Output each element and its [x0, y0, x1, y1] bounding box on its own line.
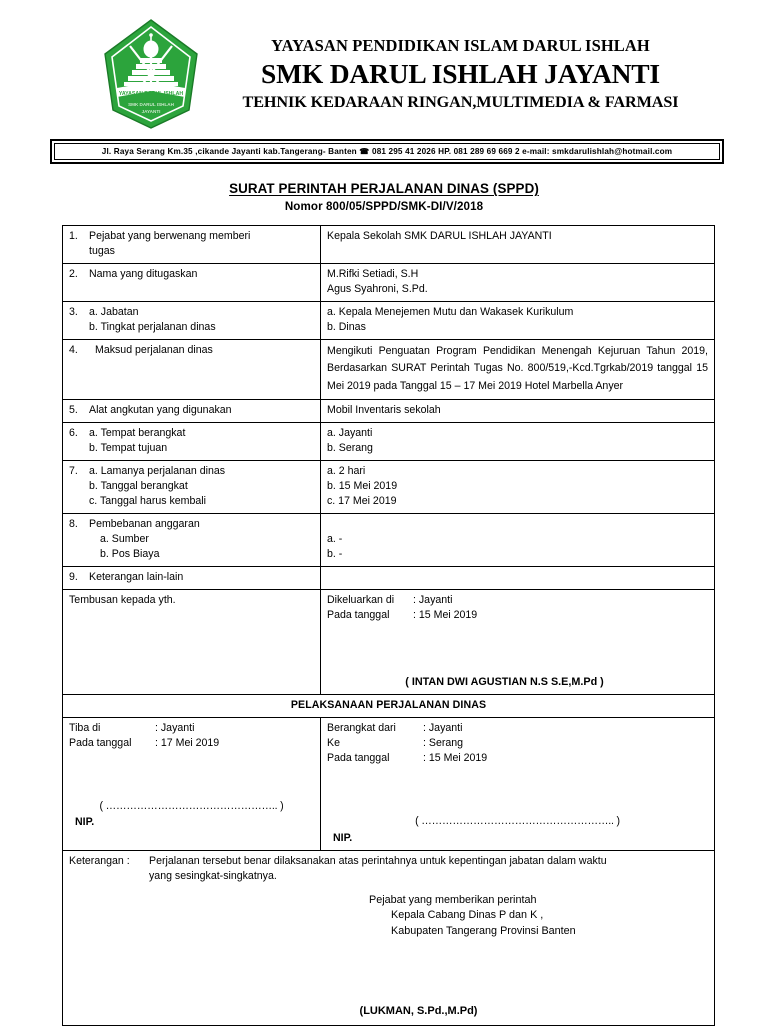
departure-nip-label: NIP.: [333, 831, 353, 844]
issued-date-key: Pada tanggal: [327, 609, 390, 621]
row8-label: Pembebanan anggaran: [89, 517, 200, 530]
departure-signature-dots: ( ……………………………………………….. ): [415, 815, 620, 828]
row3-label-a: a. Jabatan: [89, 306, 139, 319]
arrival-signature-dots: ( ………………………………………….. ): [99, 800, 284, 813]
row7-value-cell: [321, 460, 715, 513]
row9-value-cell: [321, 566, 715, 589]
letterhead: [0, 0, 768, 132]
row7-value-c: c. 17 Mei 2019: [327, 494, 397, 507]
row8-value-spacer: [327, 517, 708, 532]
row1-label-line2: tugas: [89, 245, 115, 258]
destination-key: Ke: [327, 737, 340, 750]
row2-value-cell: [321, 264, 715, 302]
svg-text:YAYASAN DARUL ISHLAH: YAYASAN DARUL ISHLAH: [118, 91, 184, 97]
row4-label-cell: [63, 340, 321, 399]
row6-value-b: b. Serang: [327, 441, 373, 454]
row9-label-cell: [63, 566, 321, 589]
arrival-nip-label: NIP.: [75, 816, 95, 829]
depart-date-value: : 15 Mei 2019: [423, 752, 488, 765]
row6-label-b: b. Tempat tujuan: [89, 441, 168, 454]
row3-label-b: b. Tingkat perjalanan dinas: [89, 321, 216, 334]
svg-text:JAYANTI: JAYANTI: [141, 109, 161, 114]
arrive-place-key: Tiba di: [69, 722, 101, 735]
row3-value-b: b. Dinas: [327, 321, 366, 334]
table-row: [63, 850, 715, 1026]
row3-label-cell: [63, 302, 321, 340]
row6-label-a: a. Tempat berangkat: [89, 426, 186, 439]
row8-value-cell: [321, 513, 715, 566]
row8-label-b: b. Pos Biaya: [100, 547, 160, 560]
closing-line3: Kabupaten Tangerang Provinsi Banten: [391, 924, 576, 937]
row8-value-b: b. -: [327, 547, 343, 560]
crest-icon: [99, 18, 203, 130]
row7-value-b: b. 15 Mei 2019: [327, 479, 398, 492]
tembusan-label: Tembusan kepada yth.: [69, 593, 176, 606]
row5-value: Mobil Inventaris sekolah: [327, 403, 441, 416]
table-row: [63, 264, 715, 302]
row6-label-cell: [63, 422, 321, 460]
row2-label-cell: [63, 264, 321, 302]
row6-number: 6.: [69, 426, 78, 439]
row1-label-cell: [63, 226, 321, 264]
row5-number: 5.: [69, 403, 78, 416]
row8-label-cell: [63, 513, 321, 566]
arrive-date-key: Pada tanggal: [69, 737, 132, 750]
departure-cell: [321, 718, 715, 850]
document-number: Nomor 800/05/SPPD/SMK-DI/V/2018: [284, 200, 484, 213]
row5-value-cell: [321, 399, 715, 422]
row2-number: 2.: [69, 268, 78, 281]
table-row: [63, 695, 715, 718]
arrive-place-value: : Jayanti: [155, 722, 195, 735]
pelaksanaan-band: PELAKSANAAN PERJALANAN DINAS: [63, 695, 715, 718]
final-signer-name: (LUKMAN, S.Pd.,M.Pd): [359, 1004, 478, 1017]
row4-label: Maksud perjalanan dinas: [95, 344, 213, 357]
closing-line2: Kepala Cabang Dinas P dan K ,: [391, 909, 544, 922]
row5-label-cell: [63, 399, 321, 422]
issued-cell: [321, 589, 715, 694]
row7-label-c: c. Tanggal harus kembali: [89, 494, 206, 507]
row9-number: 9.: [69, 570, 78, 583]
closing-block: [69, 893, 708, 940]
program-list: TEHNIK KEDARAAN RINGAN,MULTIMEDIA & FARMASI: [242, 92, 679, 111]
school-crest-logo: [95, 18, 207, 130]
issued-place-key: Dikeluarkan di: [327, 593, 395, 606]
row8-value-a: a. -: [327, 532, 343, 545]
letterhead-text: [207, 36, 728, 112]
address-bar-inner: [54, 143, 720, 160]
row2-label-spacer: [69, 282, 314, 296]
issuer-signature-name: ( INTAN DWI AGUSTIAN N.S S.E,M.Pd ): [405, 676, 604, 689]
school-name: SMK DARUL ISHLAH JAYANTI: [261, 58, 660, 90]
row2-label: Nama yang ditugaskan: [89, 268, 198, 281]
row3-value-a: a. Kepala Menejemen Mutu dan Wakasek Kurikulum: [327, 306, 574, 319]
row9-label: Keterangan lain-lain: [89, 570, 184, 583]
table-row: [63, 460, 715, 513]
table-row: [63, 566, 715, 589]
row1-number: 1.: [69, 230, 78, 242]
svg-text:SMK DARUL ISHLAH: SMK DARUL ISHLAH: [128, 102, 174, 107]
issued-date-value: : 15 Mei 2019: [413, 609, 478, 621]
keterangan-label: Keterangan :: [69, 854, 130, 867]
page-title: SURAT PERINTAH PERJALANAN DINAS (SPPD): [229, 181, 539, 196]
row7-number: 7.: [69, 464, 78, 477]
row6-value-cell: [321, 422, 715, 460]
table-row: [63, 399, 715, 422]
row1-value: Kepala Sekolah SMK DARUL ISHLAH JAYANTI: [327, 230, 552, 242]
depart-date-key: Pada tanggal: [327, 752, 390, 765]
table-row: [63, 422, 715, 460]
row4-value-cell: [321, 340, 715, 399]
row4-number: 4.: [69, 344, 78, 357]
table-row: [63, 226, 715, 264]
keterangan-line2: yang sesingkat-singkatnya.: [149, 869, 277, 882]
row7-label-cell: [63, 460, 321, 513]
row3-value-cell: [321, 302, 715, 340]
row2-value-line2: Agus Syahroni, S.Pd.: [327, 283, 428, 296]
table-row: [63, 302, 715, 340]
table-row: [63, 589, 715, 694]
row5-label: Alat angkutan yang digunakan: [89, 403, 232, 416]
depart-place-key: Berangkat dari: [327, 722, 396, 735]
issued-place-value: : Jayanti: [413, 593, 453, 606]
document-title-block: [0, 181, 768, 213]
row7-value-a: a. 2 hari: [327, 464, 366, 477]
row1-value-cell: [321, 226, 715, 264]
keterangan-line1: Perjalanan tersebut benar dilaksanakan atas perintahnya untuk kepentingan jabatan dalam waktu: [149, 854, 607, 867]
depart-place-value: : Jayanti: [423, 722, 463, 735]
row8-label-a: a. Sumber: [100, 532, 149, 545]
closing-line1: Pejabat yang memberikan perintah: [369, 893, 537, 906]
row7-label-a: a. Lamanya perjalanan dinas: [89, 464, 226, 477]
foundation-name: YAYASAN PENDIDIKAN ISLAM DARUL ISHLAH: [271, 35, 650, 55]
arrive-date-value: : 17 Mei 2019: [155, 737, 220, 750]
address-bar: [50, 139, 724, 164]
destination-value: : Serang: [423, 737, 464, 750]
row8-number: 8.: [69, 517, 78, 530]
table-row: [63, 513, 715, 566]
address-text: Jl. Raya Serang Km.35 ,cikande Jayanti kab.Tangerang- Banten ☎ 081 295 41 2026 HP. 081 289 69 669 2 e-mail: smkdarulishlah@hotmail.com: [101, 147, 673, 156]
row7-label-b: b. Tanggal berangkat: [89, 479, 188, 492]
row1-label-line1: Pejabat yang berwenang memberi: [89, 230, 251, 242]
keterangan-cell: [63, 850, 715, 1026]
row4-value: Mengikuti Penguatan Program Pendidikan Menengah Kejuruan Tahun 2019, Berdasarkan SURAT Perintah Tugas No. 800/519,-Kcd.Tgrkab/2019 tanggal 15 Mei 2019 pada Tanggal 15 – 17 Mei 2019 Hotel Marbella Anyer: [327, 345, 708, 392]
row3-number: 3.: [69, 306, 78, 319]
row2-value-line1: M.Rifki Setiadi, S.H: [327, 268, 419, 281]
arrival-cell: [63, 718, 321, 850]
sppd-table: [62, 225, 715, 1026]
table-row: [63, 340, 715, 399]
table-row: [63, 718, 715, 850]
row6-value-a: a. Jayanti: [327, 426, 373, 439]
keterangan-spacer: [69, 869, 149, 884]
tembusan-cell: [63, 589, 321, 694]
